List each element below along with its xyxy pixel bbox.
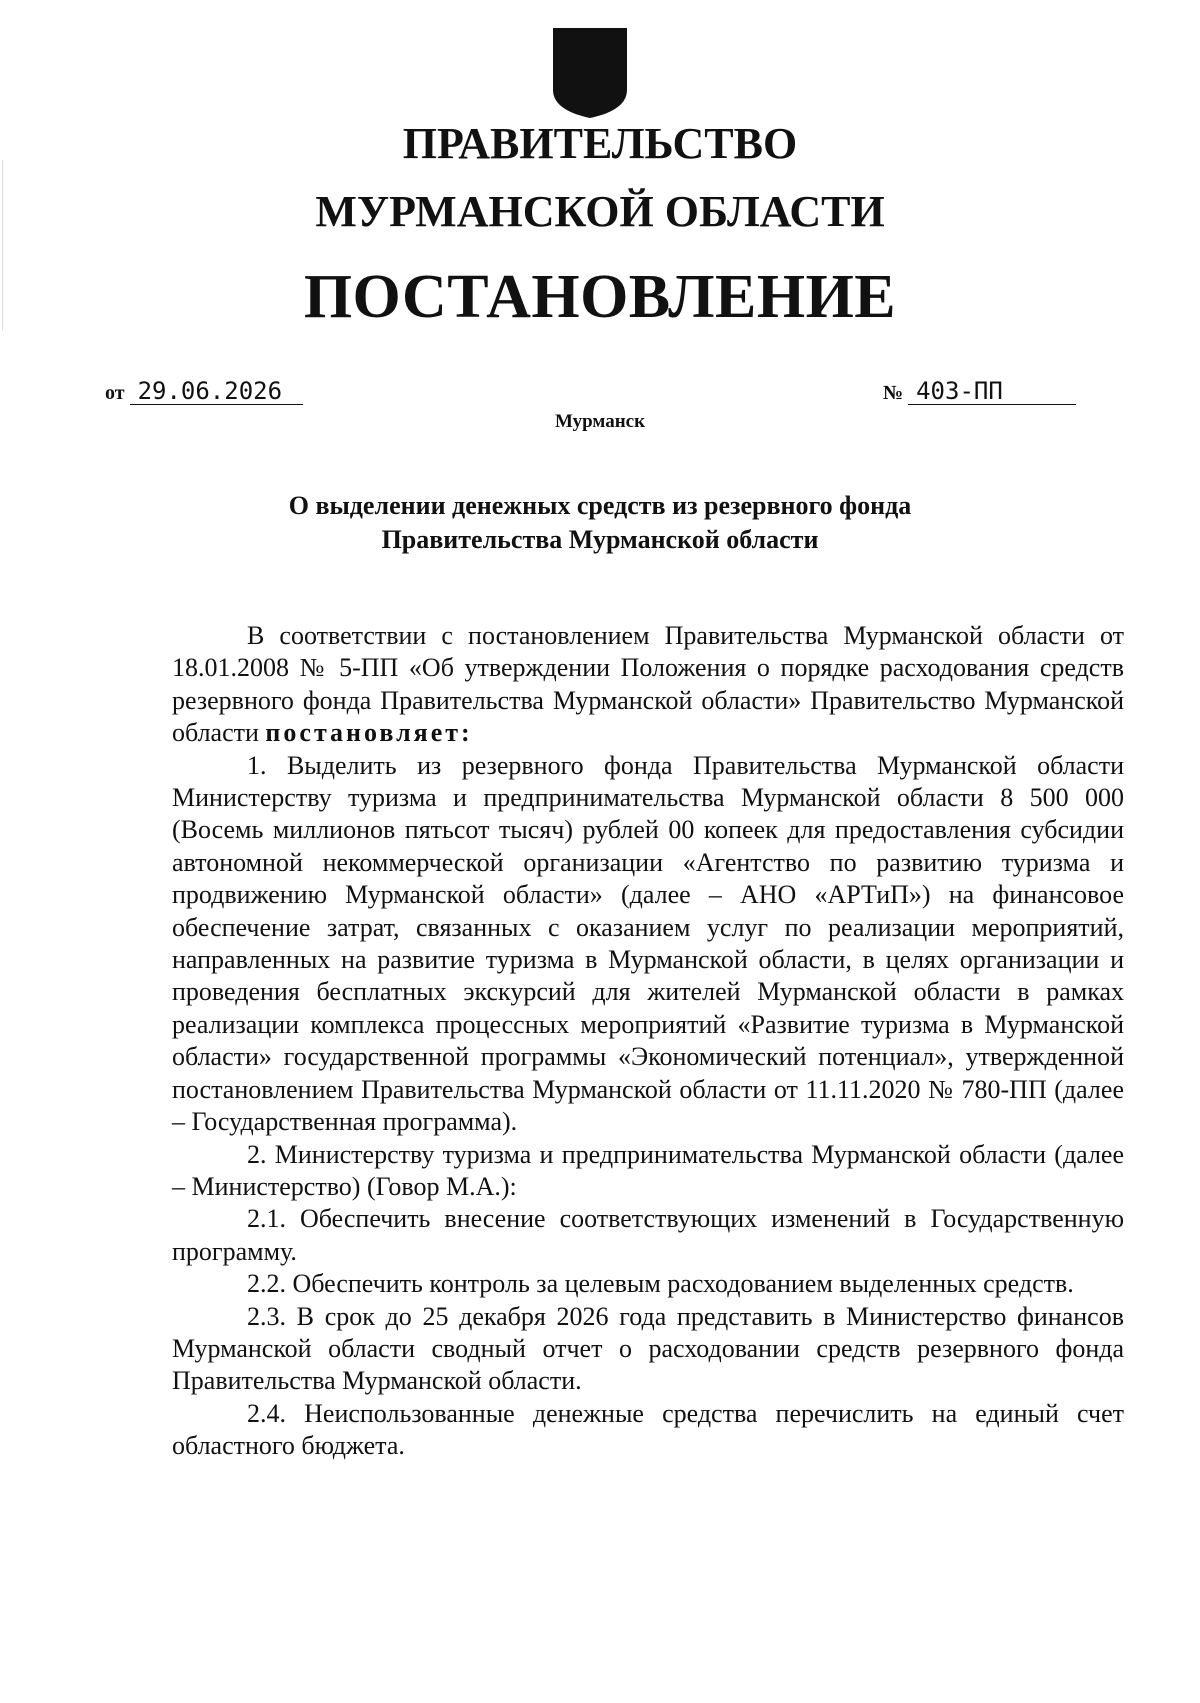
date-prefix: от — [105, 382, 125, 404]
preamble-text: В соответствии с постановлением Правительства Мурманской области от 18.01.2008 № 5-ПП «Об утверждении Положения о порядке расходования средств резервного фонда Правительства Мурманской области» Правительство Мурманской области — [172, 621, 1124, 748]
preamble-paragraph — [172, 620, 1124, 750]
document-date — [105, 378, 303, 405]
coat-of-arms-icon — [551, 26, 629, 120]
date-value: 29.06.2026 — [130, 378, 303, 405]
government-name-line1: ПРАВИТЕЛЬСТВО — [402, 119, 798, 168]
document-number — [883, 378, 1076, 405]
item-2: 2. Министерству туризма и предпринимательства Мурманской области (далее – Министерство) (Говор М.А.): — [172, 1139, 1124, 1201]
number-prefix: № — [883, 382, 904, 404]
document-body — [172, 620, 1124, 1463]
document-type-title: ПОСТАНОВЛЕНИЕ — [303, 263, 897, 331]
government-name-line2: МУРМАНСКОЙ ОБЛАСТИ — [315, 187, 885, 236]
item-1: 1. Выделить из резервного фонда Правительства Мурманской области Министерству туризма и предпринимательства Мурманской области 8 500 000 (Восемь миллионов пятьсот тысяч) рублей 00 копеек для предоставления субсидии автономной некоммерческой организации «Агентство по развитию туризма и продвижению Мурманской области» (далее – АНО «АРТиП») на финансовое обеспечение затрат, связанных с оказанием услуг по реализации мероприятий, направленных на развитие туризма в Мурманской области, в целях организации и проведения бесплатных экскурсий для жителей Мурманской области в рамках реализации комплекса процессных мероприятий «Развитие туризма в Мурманской области» государственной программы «Экономический потенциал», утвержденной постановлением Правительства Мурманской области от 11.11.2020 № 780-ПП (далее – Государственная программа). — [172, 750, 1124, 1137]
item-2-1: 2.1. Обеспечить внесение соответствующих изменений в Государственную программу. — [172, 1204, 1124, 1266]
item-2-2: 2.2. Обеспечить контроль за целевым расходованием выделенных средств. — [247, 1269, 1074, 1299]
subject-line1: О выделении денежных средств из резервного фонда — [288, 491, 912, 520]
decree-word: постановляет: — [265, 718, 473, 748]
subject-line2: Правительства Мурманской области — [381, 525, 819, 554]
number-value: 403-ПП — [908, 378, 1076, 405]
document-subject — [200, 489, 1000, 557]
city-name: Мурманск — [554, 411, 646, 432]
item-2-3: 2.3. В срок до 25 декабря 2026 года представить в Министерство финансов Мурманской области сводный отчет о расходовании средств резервного фонда Правительства Мурманской области. — [172, 1301, 1124, 1396]
item-2-4: 2.4. Неиспользованные денежные средства перечислить на единый счет областного бюджета. — [172, 1398, 1124, 1461]
